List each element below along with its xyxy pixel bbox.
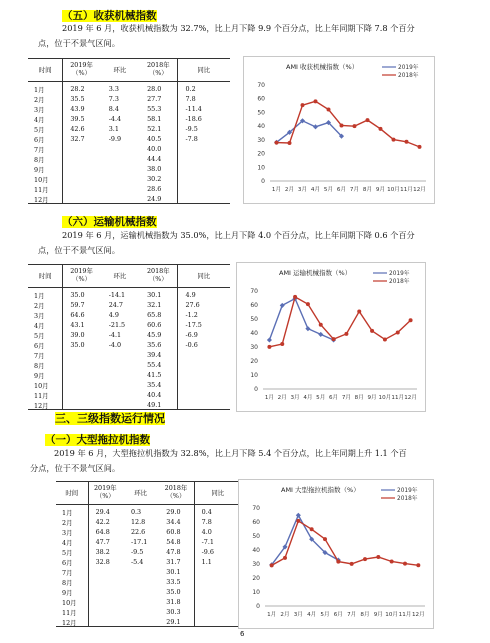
x-tick-label: 10月 xyxy=(378,395,392,401)
table-cell: 24.7 xyxy=(108,301,123,309)
column-header: 环比 xyxy=(113,66,127,74)
data-point xyxy=(267,345,271,349)
legend-label: 2018年 xyxy=(398,73,419,79)
data-point xyxy=(293,295,297,299)
x-tick-label: 12月 xyxy=(411,612,425,618)
x-tick-label: 1月 xyxy=(267,612,277,618)
x-tick-label: 5月 xyxy=(323,187,334,193)
table-cell: 34.4 xyxy=(166,518,181,526)
y-tick-label: 0 xyxy=(261,178,265,185)
y-tick-label: 20 xyxy=(250,358,258,365)
table-cell: 54.8 xyxy=(166,538,181,546)
data-table xyxy=(28,264,230,410)
data-point xyxy=(280,342,284,346)
table-cell: 44.4 xyxy=(147,155,162,163)
table-cell: 35.6 xyxy=(147,341,162,349)
table-cell: 0.3 xyxy=(130,508,142,516)
data-point xyxy=(363,557,367,561)
table-cell: 5月 xyxy=(34,126,45,134)
y-tick-label: 60 xyxy=(257,95,265,103)
table-cell: 6月 xyxy=(62,559,73,567)
table-cell: -14.1 xyxy=(108,291,126,299)
table-cell: 3.3 xyxy=(108,85,119,93)
legend-label: 2018年 xyxy=(397,496,418,502)
table-cell: 64.8 xyxy=(95,528,110,536)
table-row xyxy=(56,617,242,628)
table-cell: 4.0 xyxy=(201,528,212,536)
y-tick-label: 20 xyxy=(257,150,265,158)
y-tick-label: 30 xyxy=(252,561,260,568)
table-cell: 6月 xyxy=(34,342,45,350)
table-cell: 39.0 xyxy=(70,331,85,339)
data-point xyxy=(288,141,292,145)
legend-label: 2018年 xyxy=(389,279,410,285)
table-cell: 32.7 xyxy=(70,135,85,143)
table-cell: 40.0 xyxy=(147,145,162,153)
column-header: 2019年 （%） xyxy=(70,267,93,283)
table-cell: 31.8 xyxy=(166,598,181,606)
table-cell: 10月 xyxy=(34,382,49,390)
series-line xyxy=(269,297,410,347)
table-cell: 59.7 xyxy=(70,301,85,309)
table-cell: -1.2 xyxy=(185,311,198,319)
table-cell: 35.0 xyxy=(70,341,85,349)
y-tick-label: 70 xyxy=(257,82,265,89)
legend-label: 2019年 xyxy=(397,488,418,494)
table-cell: 28.2 xyxy=(70,85,85,93)
x-tick-label: 5月 xyxy=(316,395,326,401)
x-tick-label: 8月 xyxy=(354,395,364,401)
data-table xyxy=(56,481,242,627)
table-cell: 8.4 xyxy=(108,105,119,113)
table-cell: 45.9 xyxy=(147,331,162,339)
table-cell: -5.4 xyxy=(130,558,144,566)
y-tick-label: 60 xyxy=(250,302,258,309)
table-cell: 12.8 xyxy=(130,518,146,526)
y-tick-label: 40 xyxy=(250,330,258,337)
table-cell: 43.9 xyxy=(70,105,85,113)
x-tick-label: 9月 xyxy=(375,187,386,193)
table-cell: 4.9 xyxy=(108,311,119,319)
table-header xyxy=(28,264,230,288)
line-chart xyxy=(236,262,426,412)
table-cell: 0.2 xyxy=(185,85,196,93)
table-cell: 38.2 xyxy=(95,548,110,556)
table-cell: 5月 xyxy=(34,332,45,340)
section-heading: （六）运输机械指数 xyxy=(62,216,157,228)
y-tick-label: 10 xyxy=(252,589,260,596)
table-cell: 30.1 xyxy=(147,291,162,299)
table-cell: 4月 xyxy=(34,322,45,330)
data-point xyxy=(416,563,420,567)
section-paragraph: 2019 年 6 月，收获机械指数为 32.7%，比上月下降 9.9 个百分点，比上年同期下降 7.8 个百分 点，位于不景气区间。 xyxy=(38,23,415,48)
x-tick-label: 2月 xyxy=(277,395,287,401)
table-cell: 33.5 xyxy=(166,578,181,586)
data-point xyxy=(405,140,409,144)
table-cell: 9月 xyxy=(34,372,45,380)
table-cell: -11.4 xyxy=(185,105,202,113)
line-chart xyxy=(243,56,435,204)
table-cell: -18.6 xyxy=(185,115,202,123)
table-cell: 35.0 xyxy=(70,291,85,299)
table-cell: -17.1 xyxy=(130,538,148,546)
table-cell: 7.3 xyxy=(108,95,119,103)
table-cell: 7月 xyxy=(34,352,45,360)
x-tick-label: 1月 xyxy=(271,187,282,193)
x-tick-label: 3月 xyxy=(290,395,300,401)
table-cell: 43.1 xyxy=(70,321,85,329)
x-tick-label: 7月 xyxy=(349,187,360,193)
y-tick-label: 0 xyxy=(256,603,260,610)
table-header xyxy=(28,58,230,82)
table-cell: 3月 xyxy=(34,106,45,114)
data-point xyxy=(327,108,331,112)
table-cell: 7月 xyxy=(62,569,73,577)
column-header: 同比 xyxy=(197,66,211,74)
table-cell: 55.4 xyxy=(147,361,162,369)
x-tick-label: 10月 xyxy=(387,187,400,193)
table-cell: 29.0 xyxy=(166,508,181,516)
column-header: 时间 xyxy=(38,272,52,280)
y-tick-label: 70 xyxy=(250,288,258,295)
data-point xyxy=(267,337,272,342)
table-cell: 64.6 xyxy=(70,311,85,319)
data-point xyxy=(310,527,314,531)
chart-title: AMI 运输机械指数（%） xyxy=(279,269,352,277)
table-cell: -9.5 xyxy=(130,548,144,556)
table-row xyxy=(28,194,230,205)
table-cell: 30.3 xyxy=(166,608,181,616)
table-cell: 32.8 xyxy=(95,558,110,566)
x-tick-label: 4月 xyxy=(303,395,313,401)
table-cell: -4.0 xyxy=(108,341,122,349)
data-point xyxy=(306,302,310,306)
table-cell: 4月 xyxy=(34,116,45,124)
data-point xyxy=(366,118,370,122)
data-point xyxy=(280,303,285,308)
legend-label: 2019年 xyxy=(389,271,410,277)
chart-title: AMI 大型拖拉机指数（%） xyxy=(281,486,360,494)
major-heading: 三、三级指数运行情况 xyxy=(55,412,165,425)
y-tick-label: 50 xyxy=(250,316,258,323)
table-cell: 10月 xyxy=(62,599,77,607)
x-tick-label: 12月 xyxy=(413,187,426,193)
column-header: 2018年 （%） xyxy=(146,267,170,283)
chart-svg xyxy=(244,57,434,203)
table-cell: 39.5 xyxy=(70,115,85,123)
page-number: 6 xyxy=(240,630,245,638)
table-cell: 27.6 xyxy=(185,301,200,309)
x-tick-label: 11月 xyxy=(400,187,413,193)
y-tick-label: 60 xyxy=(252,519,260,526)
y-tick-label: 0 xyxy=(254,386,258,393)
series-line xyxy=(269,299,333,340)
table-cell: 65.8 xyxy=(147,311,162,319)
table-cell: -4.1 xyxy=(108,331,122,339)
table-cell: -21.5 xyxy=(108,321,126,329)
data-point xyxy=(340,123,344,127)
table-cell: -4.4 xyxy=(108,115,122,123)
data-point xyxy=(301,103,305,107)
x-tick-label: 7月 xyxy=(347,612,357,618)
series-line xyxy=(277,121,342,143)
table-cell: 42.6 xyxy=(70,125,85,133)
table-cell: 1月 xyxy=(62,509,73,517)
table-cell: 22.6 xyxy=(130,528,146,536)
data-point xyxy=(383,337,387,341)
x-tick-label: 9月 xyxy=(367,395,377,401)
table-cell: 5月 xyxy=(62,549,73,557)
column-header: 2019年 （%） xyxy=(70,61,93,77)
column-header: 同比 xyxy=(197,272,211,280)
table-cell: 47.7 xyxy=(95,538,110,546)
data-point xyxy=(319,323,323,327)
table-cell: 12月 xyxy=(34,196,49,204)
column-header: 2018年 （%） xyxy=(146,61,170,77)
data-point xyxy=(370,329,374,333)
section-paragraph: 2019 年 6 月，运输机械指数为 35.0%，比上月下降 4.0 个百分点，比上年同期下降 0.6 个百分 点，位于不景气区间。 xyxy=(38,230,415,255)
data-point xyxy=(409,318,413,322)
data-point xyxy=(283,556,287,560)
column-header: 2019年 （%） xyxy=(93,484,117,500)
table-cell: 11月 xyxy=(34,186,49,194)
table-cell: 4月 xyxy=(62,539,73,547)
table-cell: 8月 xyxy=(34,362,45,370)
x-tick-label: 11月 xyxy=(398,612,412,618)
data-point xyxy=(353,124,357,128)
data-point xyxy=(392,138,396,142)
x-tick-label: 2月 xyxy=(280,612,290,618)
table-cell: 8月 xyxy=(62,579,73,587)
x-tick-label: 2月 xyxy=(284,187,295,193)
data-point xyxy=(357,309,361,313)
x-tick-label: 9月 xyxy=(373,612,383,618)
column-header: 时间 xyxy=(38,66,52,74)
table-cell: 6月 xyxy=(34,136,45,144)
table-cell: 38.0 xyxy=(147,165,162,173)
y-tick-label: 30 xyxy=(257,136,265,144)
table-cell: 9月 xyxy=(62,589,73,597)
x-tick-label: 6月 xyxy=(333,612,343,618)
table-cell: -7.1 xyxy=(201,538,214,546)
data-point xyxy=(318,332,323,337)
column-header: 2018年 （%） xyxy=(164,484,188,500)
table-cell: 3.1 xyxy=(108,125,119,133)
table-cell: -6.9 xyxy=(185,331,198,339)
section-heading: （一）大型拖拉机指数 xyxy=(45,434,150,446)
data-point xyxy=(376,555,380,559)
data-point xyxy=(275,141,279,145)
table-cell: 55.3 xyxy=(147,105,162,113)
x-tick-label: 12月 xyxy=(404,395,417,401)
y-tick-label: 10 xyxy=(257,164,265,172)
table-cell: 3月 xyxy=(34,312,45,320)
x-tick-label: 7月 xyxy=(341,395,351,401)
x-tick-label: 8月 xyxy=(362,187,373,193)
table-cell: -0.6 xyxy=(185,341,198,349)
table-cell: 3月 xyxy=(62,529,73,537)
y-tick-label: 40 xyxy=(257,123,265,131)
data-point xyxy=(336,560,340,564)
table-cell: 49.1 xyxy=(147,401,162,409)
table-cell: 12月 xyxy=(62,619,77,627)
table-cell: 32.1 xyxy=(147,301,162,309)
x-tick-label: 3月 xyxy=(297,187,308,193)
table-cell: 35.0 xyxy=(166,588,181,596)
data-point xyxy=(418,145,422,149)
table-cell: 30.2 xyxy=(147,175,162,183)
line-chart xyxy=(238,479,434,629)
table-cell: 4.9 xyxy=(185,291,196,299)
column-header: 环比 xyxy=(134,489,147,497)
table-cell: 11月 xyxy=(34,392,49,400)
table-cell: 12月 xyxy=(34,402,49,410)
x-tick-label: 1月 xyxy=(264,395,274,401)
series-line xyxy=(272,515,339,565)
table-cell: 42.2 xyxy=(95,518,110,526)
table-cell: 1月 xyxy=(34,292,45,300)
table-cell: -9.6 xyxy=(201,548,214,556)
table-cell: 7.8 xyxy=(201,518,212,526)
table-cell: -7.8 xyxy=(185,135,198,143)
table-cell: 2月 xyxy=(34,96,45,104)
table-cell: 9月 xyxy=(34,166,45,174)
data-point xyxy=(344,332,348,336)
y-tick-label: 40 xyxy=(252,547,260,554)
table-cell: 31.7 xyxy=(166,558,181,566)
table-cell: 29.1 xyxy=(166,618,181,626)
y-tick-label: 30 xyxy=(250,344,258,351)
y-tick-label: 20 xyxy=(252,575,260,582)
section-paragraph: 2019 年 6 月，大型拖拉机指数为 32.8%，比上月下降 5.4 个百分点，比上年同期上升 1.1 个百 分点，位于不景气区间。 xyxy=(30,448,407,473)
y-tick-label: 50 xyxy=(257,109,265,117)
table-cell: 2月 xyxy=(34,302,45,310)
column-header: 时间 xyxy=(65,489,79,497)
chart-svg xyxy=(237,263,425,411)
table-cell: 7月 xyxy=(34,146,45,154)
data-table xyxy=(28,58,230,204)
data-point xyxy=(296,519,300,523)
table-cell: 11月 xyxy=(62,609,77,617)
data-point xyxy=(390,559,394,563)
data-point xyxy=(332,337,336,341)
x-tick-label: 4月 xyxy=(307,612,317,618)
table-cell: 47.8 xyxy=(166,548,181,556)
table-cell: 39.4 xyxy=(147,351,162,359)
data-point xyxy=(396,330,400,334)
table-cell: 10月 xyxy=(34,176,49,184)
data-point xyxy=(323,537,327,541)
data-point xyxy=(350,562,354,566)
y-tick-label: 70 xyxy=(252,505,260,512)
table-cell: 60.8 xyxy=(166,528,181,536)
table-cell: 28.6 xyxy=(147,185,162,193)
data-point xyxy=(314,99,318,103)
data-point xyxy=(313,124,318,129)
x-tick-label: 10月 xyxy=(385,612,399,618)
table-cell: 2月 xyxy=(62,519,73,527)
table-cell: -9.9 xyxy=(108,135,122,143)
chart-title: AMI 收获机械指数（%） xyxy=(286,63,359,71)
table-cell: 7.8 xyxy=(185,95,196,103)
table-cell: 30.1 xyxy=(166,568,181,576)
x-tick-label: 6月 xyxy=(329,395,339,401)
table-cell: -17.5 xyxy=(185,321,202,329)
table-cell: 27.7 xyxy=(147,95,162,103)
column-header: 环比 xyxy=(113,272,127,280)
table-cell: 40.5 xyxy=(147,135,162,143)
section-heading: （五）收获机械指数 xyxy=(62,10,157,22)
table-cell: 40.4 xyxy=(147,391,162,399)
y-tick-label: 10 xyxy=(250,372,258,379)
x-tick-label: 3月 xyxy=(293,612,303,618)
table-cell: 28.0 xyxy=(147,85,162,93)
data-point xyxy=(403,562,407,566)
x-tick-label: 11月 xyxy=(391,395,405,401)
x-tick-label: 4月 xyxy=(310,187,321,193)
table-cell: 35.5 xyxy=(70,95,85,103)
table-cell: 0.4 xyxy=(201,508,212,516)
x-tick-label: 5月 xyxy=(320,612,330,618)
x-tick-label: 8月 xyxy=(360,612,370,618)
table-cell: 60.6 xyxy=(147,321,162,329)
table-cell: 1.1 xyxy=(201,558,212,566)
table-cell: 35.4 xyxy=(147,381,162,389)
data-point xyxy=(379,127,383,131)
data-point xyxy=(270,563,274,567)
legend-label: 2019年 xyxy=(398,65,419,71)
table-cell: 58.1 xyxy=(147,115,162,123)
table-cell: 52.1 xyxy=(147,125,162,133)
column-header: 同比 xyxy=(211,489,225,497)
table-cell: 24.9 xyxy=(147,195,162,203)
table-cell: 41.5 xyxy=(147,371,162,379)
table-cell: 8月 xyxy=(34,156,45,164)
table-cell: -9.5 xyxy=(185,125,198,133)
chart-svg xyxy=(239,480,433,628)
data-point xyxy=(305,326,310,331)
x-tick-label: 6月 xyxy=(336,187,347,193)
y-tick-label: 50 xyxy=(252,533,260,540)
table-header xyxy=(56,481,242,505)
table-cell: 29.4 xyxy=(95,508,110,516)
table-cell: 1月 xyxy=(34,86,45,94)
